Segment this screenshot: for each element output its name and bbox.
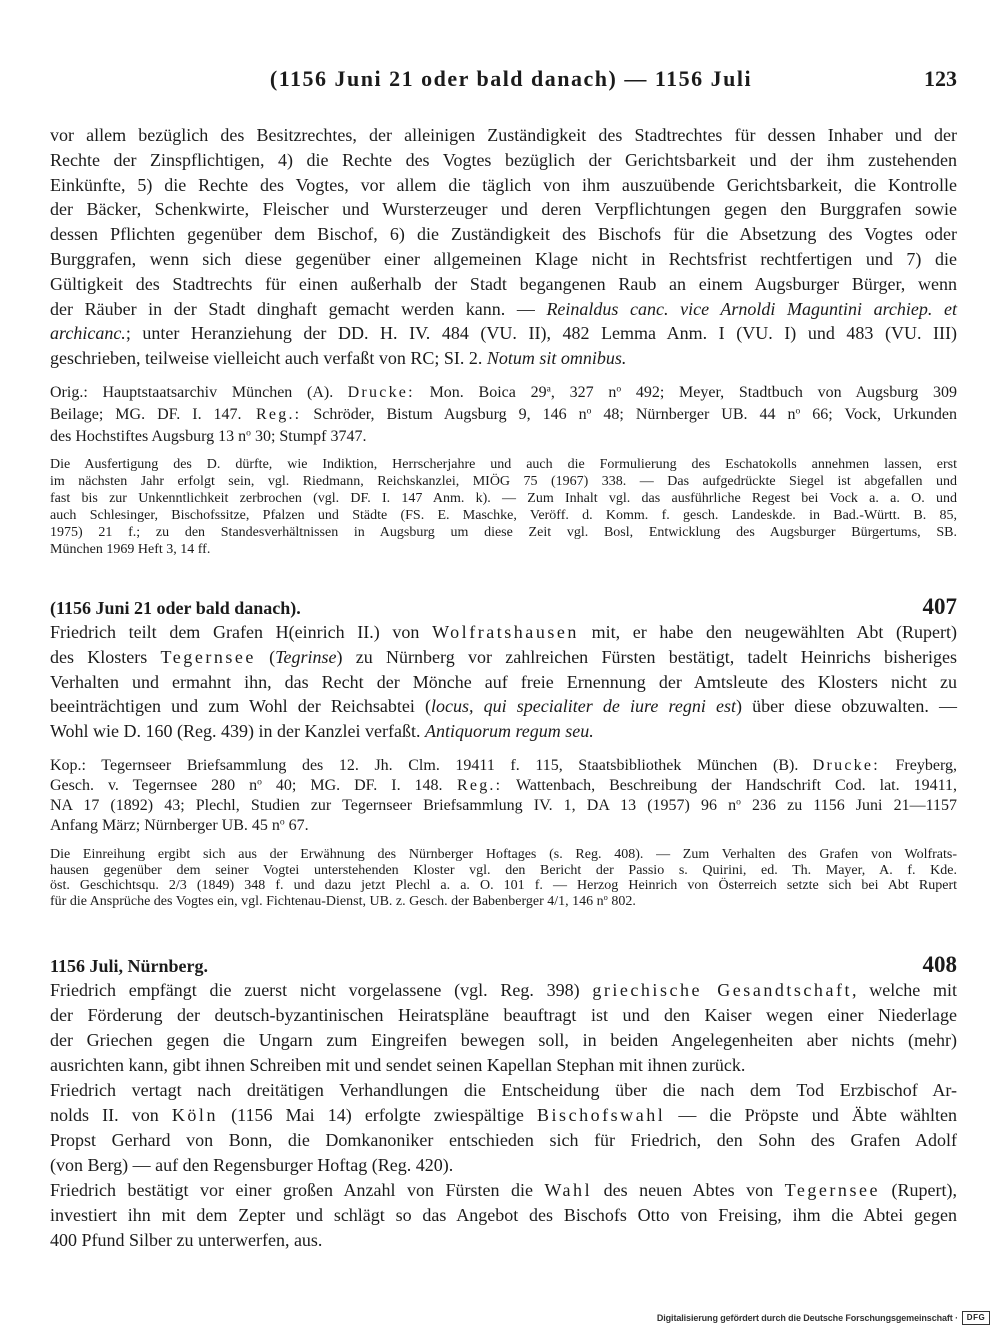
text-line (50, 620, 957, 645)
text-line: ausrichten kann, gibt ihnen Schreiben mit und sendet seinen Kapellan Stephan mit ihnen zurück. (50, 1054, 746, 1075)
text-line (50, 1103, 957, 1128)
text-line: der Griechen gegen die Ungarn zum Eingreifen bewegen soll, in beiden Angelegenheiten aber nichts (mehr) (50, 1029, 957, 1050)
continuation-sources (50, 382, 957, 448)
funding-note: Digitalisierung gefördert durch die Deutsche Forschungsgemeinschaft · (656, 1313, 958, 1323)
text-line: öst. Geschichtsqu. 2/3 (1849) 348 f. und dazu jetzt Plechl a. a. O. 101 f. — Herzog Heinrich von Österreich setzte sich bei Abt Rupert (50, 878, 957, 894)
text-segment: Beilage; MG. DF. I. 147. (50, 406, 242, 423)
text-segment: der Räuber in der Stadt dinghaft gemacht werden kann. — (50, 298, 547, 319)
superscript: o (603, 893, 608, 903)
text-segment: ( (255, 646, 276, 667)
text-segment: 492; Meyer, Stadtbuch von Augsburg 309 (621, 384, 958, 401)
regest-number: 408 (922, 952, 957, 977)
text-segment: Friedrich empfängt die zuerst nicht vorgelassene (vgl. Reg. 398) (50, 979, 593, 1000)
spaced-text: Tegernsee (784, 1179, 880, 1200)
text-segment: 67. (284, 817, 309, 834)
text-line (50, 796, 957, 816)
regest-408-text (50, 978, 957, 1253)
text-line: Die Einreihung ergibt sich aus der Erwähnung des Nürnberger Hoftages (s. Reg. 408). — Zum Verhalten des Grafen von Wolfrats- (50, 847, 957, 862)
text-line: München 1969 Heft 3, 14 ff. (50, 542, 211, 557)
text-segment: des Klosters (50, 646, 161, 667)
spaced-text: Drucke: (347, 384, 415, 401)
page-number: 123 (924, 66, 957, 91)
text-segment: Wattenbach, Beschreibung der Handschrift Cod. lat. 19411, (502, 777, 957, 794)
text-line: Propst Gerhard von Bonn, die Domkanoniker entschieden sich für Friedrich, den Sohn des Grafen Adolf (50, 1129, 957, 1150)
regest-number: 407 (922, 594, 957, 619)
superscript: a (546, 383, 551, 395)
superscript: o (246, 427, 251, 439)
text-segment: 48; Nürnberger UB. 44 n (591, 406, 796, 423)
spaced-text: Bischofswahl (537, 1104, 666, 1125)
spaced-text: Tegernsee (160, 646, 256, 667)
text-line: Gültigkeit des Stadtrechts für einen außerhalb der Stadt begangenen Raub an einem Augsburger Bürger, wenn (50, 273, 957, 294)
regest-date: 1156 Juli, Nürnberg. (50, 956, 209, 976)
italic-text: archicanc. (50, 323, 126, 344)
text-segment: NA 17 (1892) 43; Plechl, Studien zur Tegernseer Briefsammlung IV. 1, DA 13 (1957) 96 n (50, 797, 737, 814)
text-segment: (Rupert), (879, 1179, 957, 1200)
text-line: investiert ihn mit dem Zepter und schlägt so das Angebot des Bischofs Otto von Freising, ihm die Abtei gegen (50, 1204, 957, 1225)
italic-text: locus, qui specialiter de iure regni est (430, 696, 736, 717)
text-segment: Anfang März; Nürnberger UB. 45 n (50, 817, 280, 834)
spaced-text: Köln (171, 1104, 218, 1125)
superscript: o (257, 776, 262, 788)
paragraph (50, 1178, 957, 1253)
text-line: 400 Pfund Silber zu unterwerfen, aus. (50, 1229, 323, 1250)
text-line (50, 694, 957, 719)
text-line (50, 321, 957, 346)
text-segment: Mon. Boica 29 (414, 384, 547, 401)
text-line: fast bis zur Unkenntlichkeit zerbrochen (vgl. DF. I. 147 Anm. k). — Zum Inhalt vgl. das ausführliche Regest bei Vock a. a. O. und (50, 491, 957, 506)
text-line (50, 645, 957, 670)
text-line: Friedrich vertagt nach dreitätigen Verhandlungen die Entscheidung über die nach dem Tod Erzbischof Ar- (50, 1079, 957, 1100)
text-line: 1975) 21 f.; zu den Standesverhältnissen in Augsburg um diese Zeit vgl. Bosl, Entwicklung des Augsburger Bürgertums, SB. (50, 525, 957, 540)
superscript: o (279, 816, 285, 828)
paragraph (50, 1078, 957, 1178)
text-line (50, 404, 957, 426)
text-segment: 40; MG. DF. I. 148. (261, 777, 443, 794)
text-line (50, 978, 957, 1003)
text-line: dessen Pflichten gegenüber dem Bischof, 6) die Zuständigkeit des Bischofs für die Absetzung des Vogtes oder (50, 224, 957, 245)
text-segment: , 327 n (550, 384, 617, 401)
text-segment: beeinträchtigen und zum Wohl der Reichsabtei ( (50, 696, 431, 717)
text-segment: des neuen Abtes von (592, 1179, 785, 1200)
spaced-text: Wahl (544, 1179, 593, 1200)
italic-text: Antiquorum regum seu. (424, 721, 594, 742)
regest-407-notes (50, 847, 957, 910)
superscript: o (586, 405, 592, 417)
text-line (50, 816, 957, 836)
text-line (50, 297, 957, 322)
regest-407-sources (50, 756, 957, 836)
text-line (50, 719, 957, 744)
superscript: o (616, 383, 622, 395)
text-line (50, 756, 957, 776)
text-line: hausen gegenüber dem seiner Vogtei unterstehenden Kloster vgl. den Bericht der Passio s. Quirini, ed. Th. Mayer, A. f. Kde. (50, 862, 957, 878)
text-line: (von Berg) — auf den Regensburger Hoftag (Reg. 420). (50, 1154, 454, 1175)
text-segment: geschrieben, teilweise vielleicht auch verfaßt von RC; SI. 2. (50, 348, 487, 369)
text-segment: des Hochstiftes Augsburg 13 n (50, 428, 247, 445)
spaced-text: Drucke: (812, 757, 880, 774)
spaced-text: Wolfratshausen (432, 622, 579, 642)
regest-408-heading (50, 952, 957, 978)
dfg-logo: DFG (962, 1311, 990, 1325)
text-line: vor allem bezüglich des Besitzrechtes, der alleinigen Zuständigkeit des Stadtrechtes für dessen Inhaber und der (50, 125, 957, 145)
text-line: Einkünfte, 5) die Rechte des Vogtes, vor allem die täglich von ihm auszuübende Gerichtsbarkeit, die Kontrolle (50, 174, 957, 195)
funding-footer (657, 1311, 990, 1325)
text-line: der Bäcker, Schenkwirte, Fleischer und Wursterzeuger und deren Verpflichtungen gegen den Burggrafen sowie (50, 199, 957, 220)
continuation-text (50, 123, 957, 371)
text-segment: 30; Stumpf 3747. (250, 428, 367, 445)
text-segment: 66; Vock, Urkunden (800, 406, 958, 423)
text-segment: Gesch. v. Tegernsee 280 n (50, 777, 258, 794)
text-segment: 236 zu 1156 Juni 21—1157 (740, 797, 957, 814)
text-segment: Freyberg, (879, 757, 958, 774)
text-line (50, 382, 957, 404)
text-segment: 802. (607, 894, 636, 910)
text-line: Rechte der Zinspflichtigen, 4) die Rechte des Vogtes bezüglich der Gerichtsbarkeit und der ihm zustehenden (50, 149, 957, 170)
text-line: im nächsten Jahr erfolgt sein, vgl. Riedmann, Reichskanzlei, MIÖG 75 (1967) 338. — Das aufgedrückte Siegel ist abgefallen und (50, 474, 957, 489)
spaced-text: griechische Gesandtschaft (592, 979, 853, 1000)
spaced-text: Reg.: (255, 406, 302, 423)
text-segment: Kop.: Tegernseer Briefsammlung des 12. Jh. Clm. 19411 f. 115, Staatsbibliothek München (B). (50, 757, 799, 774)
text-line (50, 426, 957, 448)
text-segment: Friedrich bestätigt vor einer großen Anzahl von Fürsten die (50, 1179, 545, 1200)
running-header-title: (1156 Juni 21 oder bald danach) — 1156 Juli (269, 66, 753, 91)
text-line: auch Schlesinger, Bischofssitze, Pfalzen und Städte (FS. E. Maschke, Veröff. d. Komm. f. gesch. Landeskde. in Bad.-Württ. B. 85, (50, 508, 957, 523)
regest-407-text (50, 620, 957, 744)
text-segment: mit, er habe den neugewählten Abt (Rupert) (578, 622, 957, 642)
text-line: der Förderung der deutsch-byzantinischen Heiratspläne beauftragt ist und den Kaiser wegen einer Niederlage (50, 1004, 957, 1025)
regest-407-heading (50, 594, 957, 620)
text-segment: , welche mit (852, 979, 957, 1000)
text-line (50, 776, 957, 796)
superscript: o (795, 405, 801, 417)
text-line (50, 1178, 957, 1203)
regest-date: (1156 Juni 21 oder bald danach). (50, 598, 301, 618)
text-segment: — die Pröpste und Äbte wählten (665, 1104, 957, 1125)
text-line (50, 346, 957, 371)
text-line: Verhalten und ermahnt ihn, das Recht der Mönche auf freie Ernennung der Amtsleute des Klosters nicht zu (50, 671, 957, 692)
text-line: Burggrafen, wenn sich diese gegenüber einer allgemeinen Klage nicht in Rechtsfrist rechtfertigen und 7) die (50, 248, 957, 269)
text-segment: Orig.: Hauptstaatsarchiv München (A). (50, 384, 334, 401)
text-segment: für die Ansprüche des Vogtes ein, vgl. Fichtenau-Dienst, UB. z. Gesch. der Babenberger 4/1, 146 n (50, 894, 604, 910)
italic-text: Reinaldus canc. vice Arnoldi Maguntini archiep. et (546, 298, 957, 319)
italic-text: Notum sit omnibus. (486, 348, 627, 369)
text-segment: (1156 Mai 14) erfolgte zwiespältige (217, 1104, 538, 1125)
superscript: o (736, 796, 741, 808)
text-segment: Wohl wie D. 160 (Reg. 439) in der Kanzlei verfaßt. (50, 721, 425, 742)
text-line: Die Ausfertigung des D. dürfte, wie Indiktion, Herrscherjahre und auch die Formulierung des Eschatokolls annehmen lassen, erst (50, 457, 957, 472)
spaced-text: Reg.: (456, 777, 503, 794)
text-segment: ) zu Nürnberg vor zahlreichen Fürsten bestätigt, tadelt Heinrichs bisheriges (336, 646, 957, 667)
text-segment: nolds II. von (50, 1104, 172, 1125)
text-line (50, 894, 957, 910)
paragraph (50, 978, 957, 1078)
text-segment: ) über diese obzuwalten. — (735, 696, 957, 717)
text-segment: Friedrich teilt dem Grafen H(einrich II.) von (50, 622, 433, 642)
italic-text: Tegrinse (275, 646, 337, 667)
text-segment: ; unter Heranziehung der DD. H. IV. 484 (VU. II), 482 Lemma Anm. I (VU. I) und 483 (VU. III) (125, 323, 957, 344)
continuation-notes (50, 456, 957, 558)
text-segment: Schröder, Bistum Augsburg 9, 146 n (301, 406, 587, 423)
